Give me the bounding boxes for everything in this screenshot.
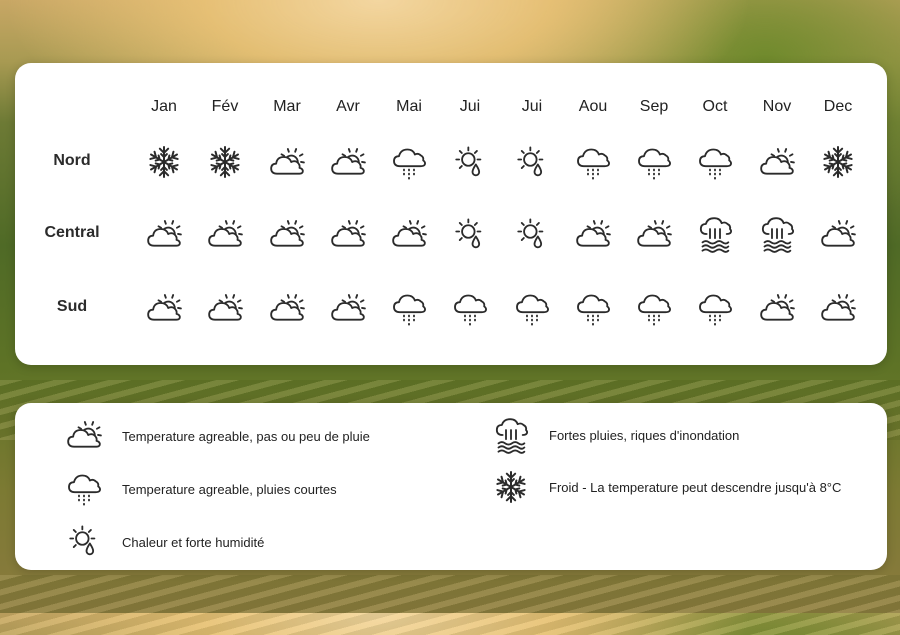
sun-cloud-icon bbox=[64, 415, 104, 455]
flood-icon bbox=[491, 415, 531, 455]
sun-cloud-icon bbox=[757, 288, 797, 328]
sun-cloud-icon bbox=[757, 142, 797, 182]
month-header: Jui bbox=[459, 98, 481, 115]
month-header: Nov bbox=[762, 98, 792, 115]
rain-icon bbox=[389, 288, 429, 328]
sun-cloud-icon bbox=[144, 288, 184, 328]
sun-cloud-icon bbox=[818, 288, 858, 328]
region-label-central: Central bbox=[44, 224, 100, 241]
month-header: Mai bbox=[396, 98, 422, 115]
rain-icon bbox=[450, 288, 490, 328]
sun-cloud-icon bbox=[328, 288, 368, 328]
month-header: Jui bbox=[521, 98, 543, 115]
month-header: Avr bbox=[336, 98, 360, 115]
sun-cloud-icon bbox=[267, 288, 307, 328]
sun-cloud-icon bbox=[818, 214, 858, 254]
sun-cloud-icon bbox=[328, 214, 368, 254]
sun-cloud-icon bbox=[328, 142, 368, 182]
sun-cloud-icon bbox=[634, 214, 674, 254]
month-header: Fév bbox=[211, 98, 239, 115]
legend-text-sun-drop: Chaleur et forte humidité bbox=[122, 535, 265, 550]
region-label-nord: Nord bbox=[53, 152, 91, 169]
rain-icon bbox=[695, 288, 735, 328]
sun-drop-icon bbox=[512, 142, 552, 182]
rain-icon bbox=[634, 288, 674, 328]
sun-cloud-icon bbox=[573, 214, 613, 254]
sun-drop-icon bbox=[64, 521, 104, 561]
legend-text-rain: Temperature agreable, pluies courtes bbox=[122, 482, 337, 497]
month-header: Aou bbox=[578, 98, 608, 115]
sun-cloud-icon bbox=[389, 214, 429, 254]
sun-drop-icon bbox=[450, 142, 490, 182]
month-header: Sep bbox=[639, 98, 669, 115]
sun-cloud-icon bbox=[144, 214, 184, 254]
legend-text-sun-cloud: Temperature agreable, pas ou peu de pluie bbox=[122, 429, 370, 444]
snow-icon bbox=[205, 142, 245, 182]
rain-icon bbox=[64, 468, 104, 508]
climate-calendar-card bbox=[15, 63, 887, 365]
sun-drop-icon bbox=[450, 214, 490, 254]
sun-cloud-icon bbox=[267, 142, 307, 182]
rain-icon bbox=[634, 142, 674, 182]
month-header: Dec bbox=[823, 98, 853, 115]
flood-icon bbox=[757, 214, 797, 254]
rain-icon bbox=[389, 142, 429, 182]
legend-text-flood: Fortes pluies, riques d'inondation bbox=[549, 428, 740, 443]
rain-icon bbox=[512, 288, 552, 328]
flood-icon bbox=[695, 214, 735, 254]
snow-icon bbox=[818, 142, 858, 182]
climate-legend-card bbox=[15, 403, 887, 570]
region-label-sud: Sud bbox=[56, 298, 88, 315]
rain-icon bbox=[573, 142, 613, 182]
month-header: Oct bbox=[702, 98, 728, 115]
background-terraces-2 bbox=[0, 575, 900, 635]
legend-text-snow: Froid - La temperature peut descendre jusqu'à 8°C bbox=[549, 480, 842, 495]
rain-icon bbox=[695, 142, 735, 182]
sun-drop-icon bbox=[512, 214, 552, 254]
sun-cloud-icon bbox=[205, 288, 245, 328]
sun-cloud-icon bbox=[267, 214, 307, 254]
rain-icon bbox=[573, 288, 613, 328]
sun-cloud-icon bbox=[205, 214, 245, 254]
month-header: Mar bbox=[273, 98, 301, 115]
snow-icon bbox=[144, 142, 184, 182]
month-header: Jan bbox=[151, 98, 177, 115]
snow-icon bbox=[491, 467, 531, 507]
